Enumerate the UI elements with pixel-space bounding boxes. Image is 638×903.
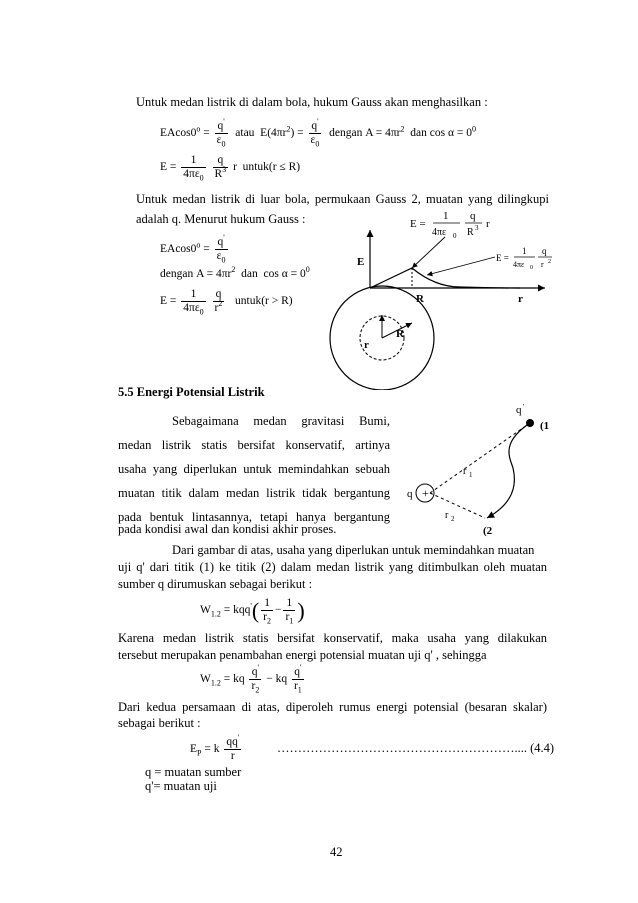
plus-sign: + bbox=[422, 486, 429, 500]
page-number: 42 bbox=[330, 845, 343, 859]
equation-3: $EAcos0^o$ = $\frac{q'}{\varepsilon_0}$ bbox=[160, 233, 226, 265]
intro-outside-line-2: adalah q. Menurut hukum Gauss : bbox=[136, 212, 306, 226]
section-heading: 5.5 Energi Potensial Listrik bbox=[118, 385, 265, 399]
para1-line: usaha yang diperlukan untuk memindahkan sebuah bbox=[118, 462, 390, 476]
equation-5: E = $\frac{1}{4\pi\varepsilon_0}$ $\frac{q}{r^2}$ untuk(r > R) bbox=[160, 288, 293, 317]
test-charge-label: q bbox=[516, 404, 522, 416]
equation-2: E = $\frac{1}{4\pi\varepsilon_0}$ $\frac{q}{R^3}$ r untuk(r ≤ R) bbox=[160, 154, 301, 183]
svg-text:4πε: 4πε bbox=[513, 260, 525, 269]
svg-text:4πε: 4πε bbox=[432, 227, 447, 238]
equation-6: $W_{1.2} = kqq'$( $\frac{1}{r_2}$ − $\frac{1}{r_1}$ ) bbox=[200, 597, 305, 626]
svg-text:E =: E = bbox=[496, 253, 509, 263]
svg-text:1: 1 bbox=[522, 246, 527, 256]
svg-text:r: r bbox=[486, 218, 490, 230]
r1-line bbox=[430, 423, 530, 493]
para4-line: Dari kedua persamaan di atas, diperoleh rumus energi potensial (besaran skalar) bbox=[118, 700, 547, 714]
svg-text:2: 2 bbox=[548, 259, 551, 265]
r2-line bbox=[430, 493, 485, 518]
svg-text:q: q bbox=[470, 210, 476, 222]
para1-line: pada bentuk lintasannya, tetapi hanya bergantung bbox=[118, 510, 390, 524]
source-charge-label: q bbox=[407, 488, 413, 500]
work-path-figure bbox=[395, 398, 565, 540]
svg-text:': ' bbox=[523, 403, 525, 411]
svg-text:2: 2 bbox=[451, 515, 455, 523]
para2-line: uji q' dari titik (1) ke titik (2) dalam medan listrik yang ditimbulkan oleh muatan bbox=[118, 560, 547, 574]
svg-text:3: 3 bbox=[475, 224, 479, 232]
definition-source: q = muatan sumber bbox=[145, 765, 242, 779]
svg-text:0: 0 bbox=[453, 232, 457, 240]
field-curve bbox=[370, 268, 520, 288]
equation-4: dengan $A = 4\pi r^2$ dan $\cos \alpha = 0^0$ bbox=[160, 265, 310, 280]
para2-line: sumber q dirumuskan sebagai berikut : bbox=[118, 577, 313, 591]
field-figure bbox=[320, 205, 560, 390]
r-tick-label: R bbox=[416, 293, 424, 305]
para1-line: medan listrik statis bersifat konservatif, artinya bbox=[118, 438, 390, 452]
e-axis-label: E bbox=[357, 256, 365, 268]
definition-test: q'= muatan uji bbox=[145, 779, 217, 793]
svg-text:E =: E = bbox=[410, 218, 426, 230]
intro-inside-text: Untuk medan listrik di dalam bola, hukum Gauss akan menghasilkan : bbox=[136, 95, 488, 109]
equation-7: $W_{1.2}$ = kq $\frac{q'}{r_2}$ − kq $\frac{q'}{r_1}$ bbox=[200, 663, 302, 695]
r-axis-label: r bbox=[518, 293, 523, 305]
para3-line: Karena medan listrik statis bersifat konservatif, maka usaha yang dilakukan bbox=[118, 631, 547, 645]
para1-line: pada kondisi awal dan kondisi akhir proses. bbox=[118, 522, 337, 536]
para3-line: tersebut merupakan penambahan energi potensial muatan uji q' , sehingga bbox=[118, 648, 487, 662]
svg-text:1: 1 bbox=[443, 210, 449, 222]
point-1-label: (1 bbox=[540, 420, 550, 432]
equation-number: ………………………………………………….... (4.4) bbox=[277, 741, 555, 755]
charge-path bbox=[487, 423, 530, 518]
intro-outside-line-1: Untuk medan listrik di luar bola, permukaan Gauss 2, muatan yang dilingkupi bbox=[136, 192, 549, 206]
para4-line: sebagai berikut : bbox=[118, 716, 201, 730]
para1-line: muatan titik dalam medan listrik tidak bergantung bbox=[118, 486, 390, 500]
sphere-radius-label: R bbox=[396, 328, 404, 340]
svg-text:1: 1 bbox=[469, 471, 473, 479]
svg-text:R: R bbox=[467, 227, 474, 238]
r2-label: r bbox=[445, 510, 449, 521]
point-2-label: (2 bbox=[483, 525, 493, 537]
para2-line: Dari gambar di atas, usaha yang diperlukan untuk memindahkan muatan bbox=[172, 543, 535, 557]
svg-text:q: q bbox=[542, 246, 547, 256]
r1-label: r bbox=[463, 466, 467, 477]
gauss-radius-label: r bbox=[364, 339, 369, 351]
svg-text:r: r bbox=[541, 260, 544, 269]
para1-line: Sebagaimana medan gravitasi Bumi, bbox=[172, 414, 390, 428]
test-charge-dot bbox=[526, 419, 534, 427]
svg-text:0: 0 bbox=[530, 265, 533, 271]
equation-8: $E_P = k$ $\frac{qq'}{r}$ bbox=[190, 733, 240, 762]
equation-1: $EAcos0^o$ = $\frac{q'}{\varepsilon_0}$ atau $E(4\pi r^2)$ = $\frac{q'}{\varepsilon_0}$ dengan $A = 4\pi r^2$ dan $\cos \alpha = 0^0$ bbox=[160, 117, 476, 149]
